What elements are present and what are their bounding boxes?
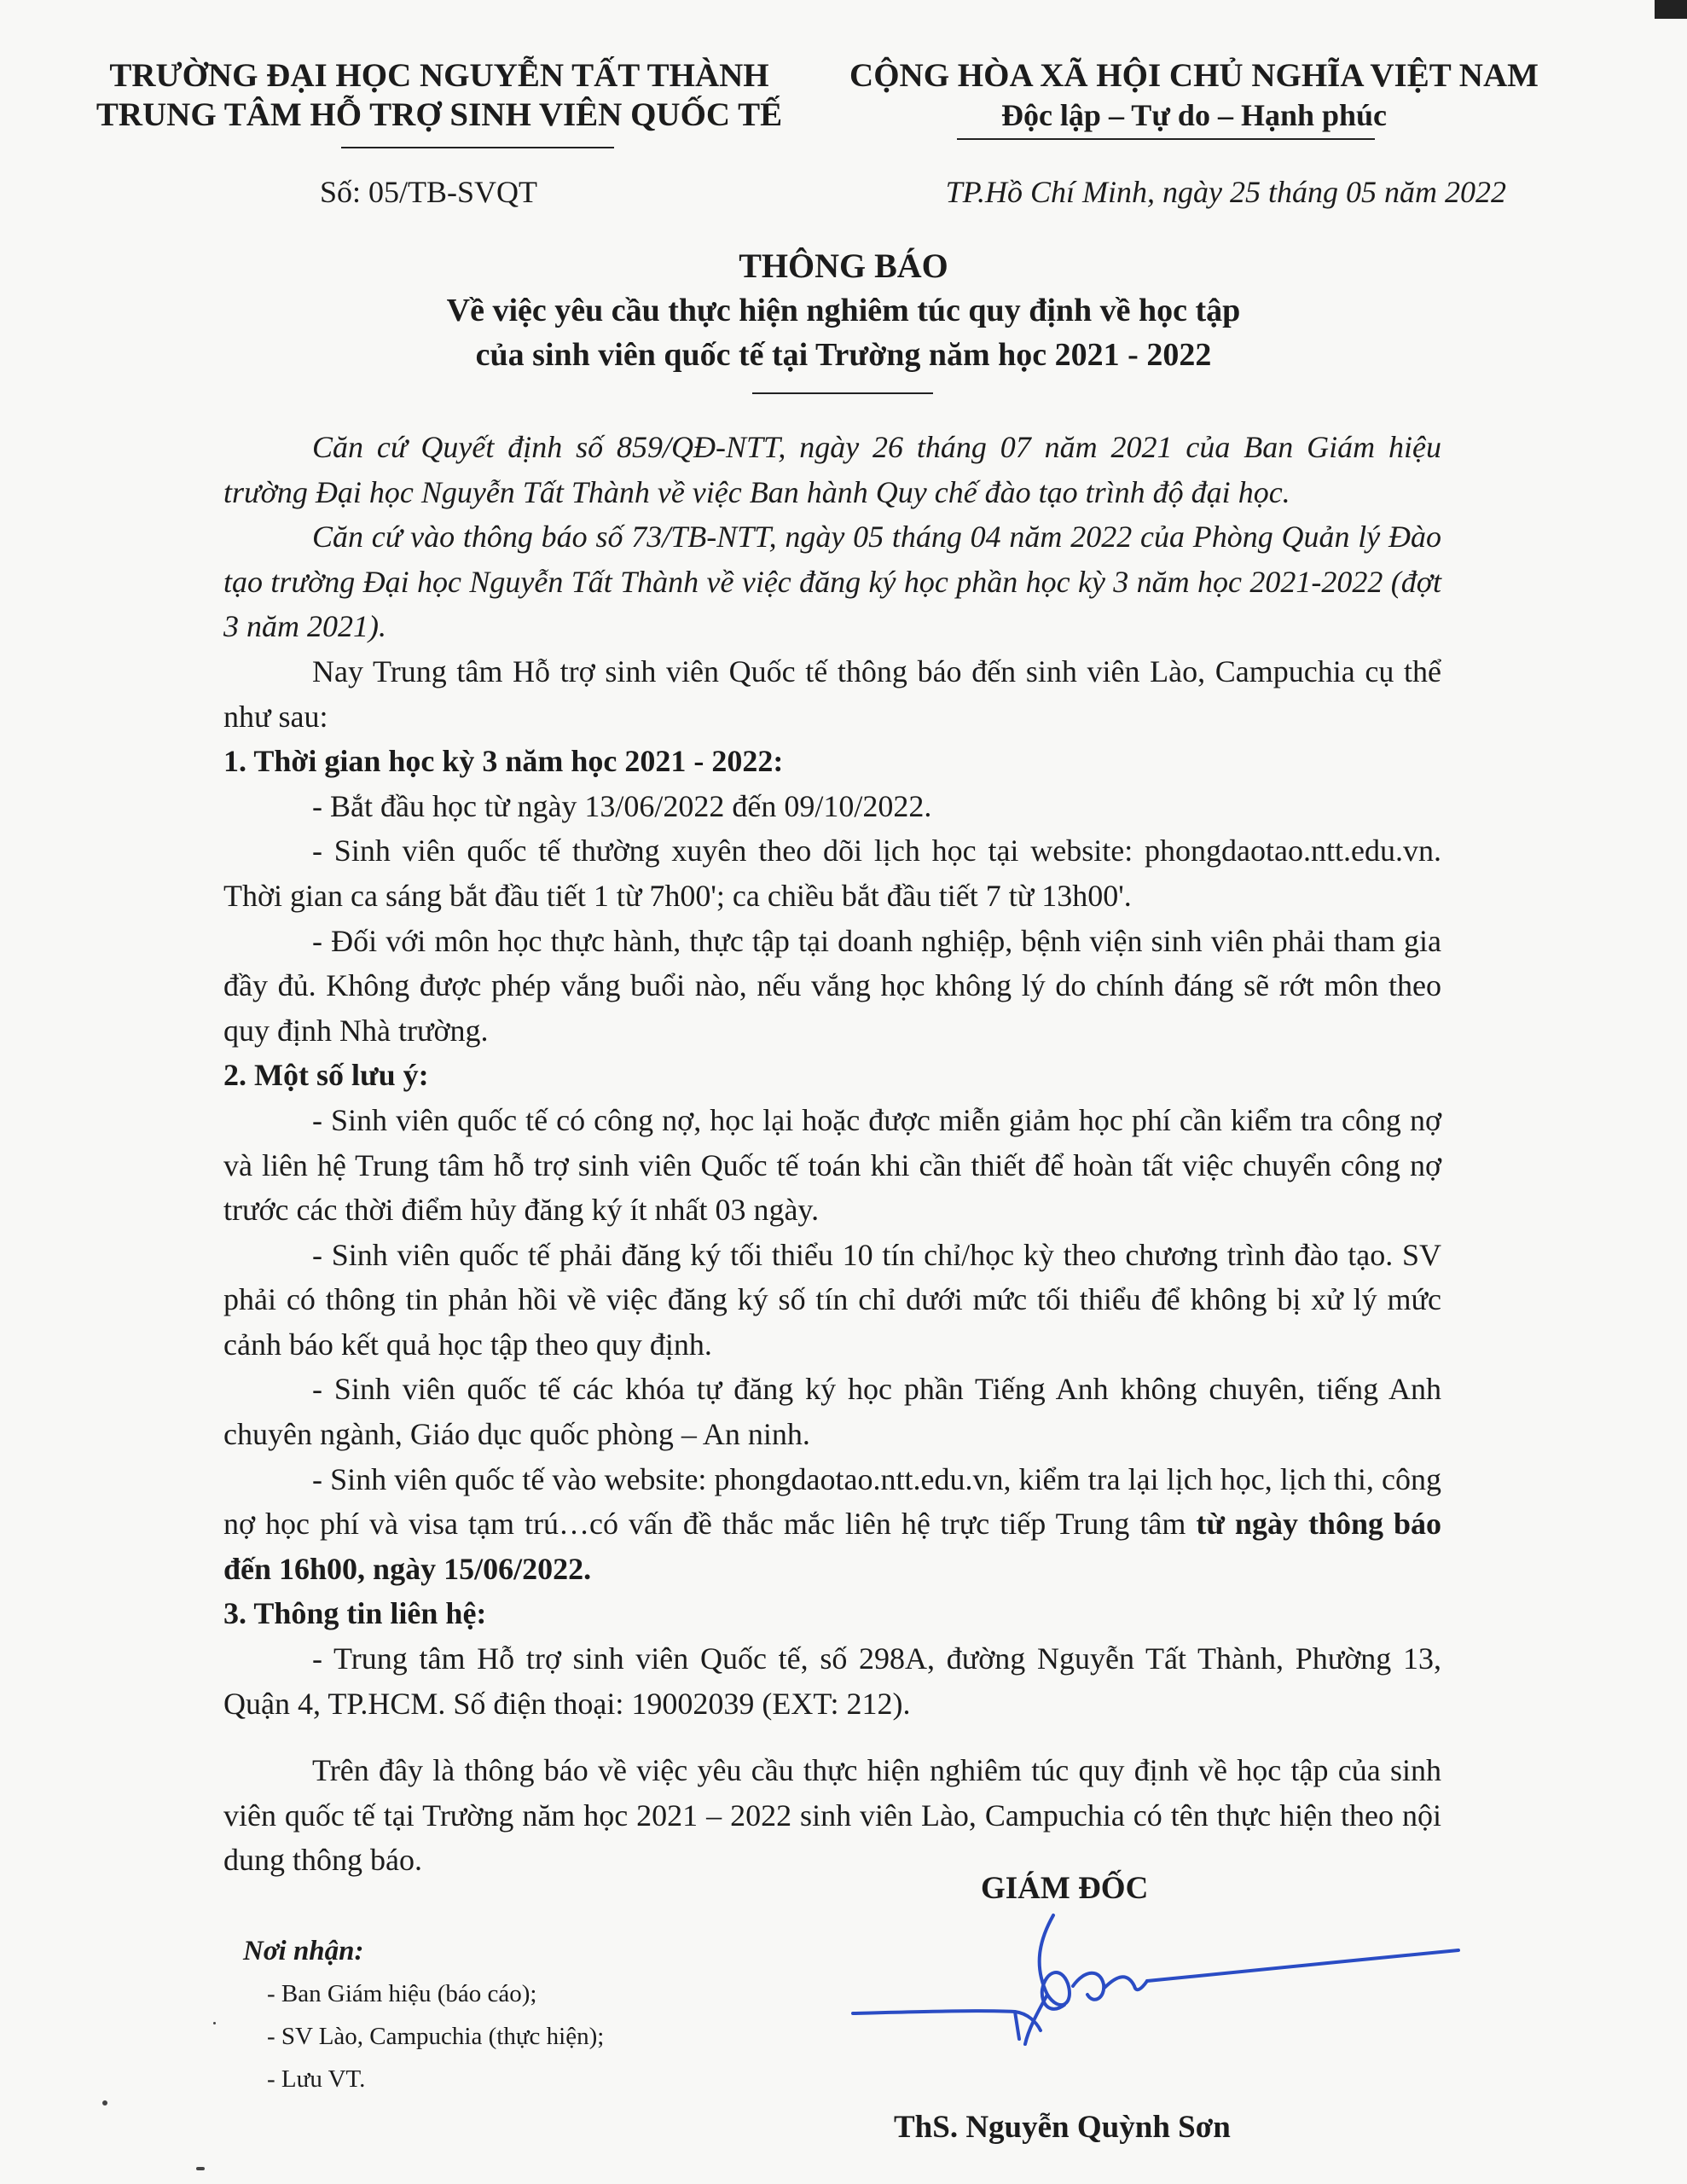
- recipients-block: [243, 1930, 604, 2100]
- title-main: THÔNG BÁO: [739, 247, 948, 285]
- recipient-item: - Ban Giám hiệu (báo cáo);: [267, 1980, 537, 2007]
- section-2-item-3: - Sinh viên quốc tế các khóa tự đăng ký học phần Tiếng Anh không chuyên, tiếng Anh chuyên ngành, Giáo dục quốc phòng – An ninh.: [223, 1372, 1441, 1452]
- scan-speck: [196, 2167, 205, 2170]
- title-subject-line2: của sinh viên quốc tế tại Trường năm học 2021 - 2022: [475, 337, 1212, 373]
- basis-paragraph-2: Căn cứ vào thông báo số 73/TB-NTT, ngày 05 tháng 04 năm 2022 của Phòng Quản lý Đào tạo trường Đại học Nguyễn Tất Thành về việc đăng ký học phần học kỳ 3 năm học 2021-2022 (đợt 3 năm 2021).: [223, 520, 1441, 644]
- national-header: [802, 56, 1586, 135]
- scan-speck: [102, 2100, 107, 2106]
- intro-paragraph: Nay Trung tâm Hỗ trợ sinh viên Quốc tế thông báo đến sinh viên Lào, Campuchia cụ thể như sau:: [223, 653, 1441, 734]
- section-2-item-4-text: - Sinh viên quốc tế vào website: phongdaotao.ntt.edu.vn, kiểm tra lại lịch học, lịch thi, công nợ học phí và visa tạm trú…có vấn đề thắc mắc liên hệ trực tiếp Trung tâm: [223, 1461, 1441, 1542]
- closing-paragraph: Trên đây là thông báo về việc yêu cầu thực hiện nghiêm túc quy định về học tập của sinh viên quốc tế tại Trường năm học 2021 – 2022 sinh viên Lào, Campuchia có tên thực hiện theo nội dung thông báo.: [223, 1753, 1441, 1878]
- section-1-heading: 1. Thời gian học kỳ 3 năm học 2021 - 2022:: [223, 744, 784, 779]
- section-1-item-1: - Bắt đầu học từ ngày 13/06/2022 đến 09/10/2022.: [312, 788, 932, 823]
- document-body: [223, 425, 1441, 1883]
- recipient-item: - Lưu VT.: [267, 2065, 366, 2093]
- scan-corner-mark: [1655, 0, 1687, 19]
- section-3-item: - Trung tâm Hỗ trợ sinh viên Quốc tế, số 298A, đường Nguyễn Tất Thành, Phường 13, Quận 4, TP.HCM. Số điện thoại: 19002039 (EXT: 212).: [223, 1641, 1441, 1721]
- signer-title: GIÁM ĐỐC: [981, 1871, 1149, 1906]
- section-2-item-1: - Sinh viên quốc tế có công nợ, học lại hoặc được miễn giảm học phí cần kiểm tra công nợ và liên hệ Trung tâm hỗ trợ sinh viên Quốc tế toán khi cần thiết để hoàn tất việc chuyển công nợ trước các thời điểm hủy đăng ký ít nhất 03 ngày.: [223, 1102, 1441, 1228]
- nation-motto-line2: Độc lập – Tự do – Hạnh phúc: [1000, 98, 1388, 132]
- signer-name: ThS. Nguyễn Quỳnh Sơn: [894, 2110, 1231, 2145]
- scan-speck: [213, 2022, 216, 2024]
- org-name-line1: TRƯỜNG ĐẠI HỌC NGUYỄN TẤT THÀNH: [109, 57, 769, 94]
- section-3-heading: 3. Thông tin liên hệ:: [223, 1596, 487, 1631]
- place-date: TP.Hồ Chí Minh, ngày 25 tháng 05 năm 2022: [945, 175, 1506, 209]
- org-name-line2: TRUNG TÂM HỖ TRỢ SINH VIÊN QUỐC TẾ: [96, 96, 783, 133]
- title-subject-line1: Về việc yêu cầu thực hiện nghiêm túc quy định về học tập: [446, 293, 1241, 328]
- document-title: [0, 244, 1687, 377]
- nation-motto-line1: CỘNG HÒA XÃ HỘI CHỦ NGHĨA VIỆT NAM: [849, 57, 1539, 94]
- section-2-item-2: - Sinh viên quốc tế phải đăng ký tối thiểu 10 tín chỉ/học kỳ theo chương trình đào tạo. SV phải có thông tin phản hồi về việc đăng ký số tín chỉ dưới mức tối thiểu để không bị xử lý mức cảnh báo kết quả học tập theo quy định.: [223, 1237, 1441, 1362]
- organization-header: [85, 56, 793, 135]
- section-2-item-4: [223, 1457, 1441, 1592]
- recipients-title: Nơi nhận:: [243, 1936, 364, 1966]
- title-underline: [752, 392, 933, 394]
- recipient-item: - SV Lào, Campuchia (thực hiện);: [267, 2023, 605, 2050]
- section-2-deadline: từ ngày thông báo đến 16h00, ngày 15/06/2022.: [223, 1507, 1442, 1586]
- section-1-item-3: - Đối với môn học thực hành, thực tập tại doanh nghiệp, bệnh viện sinh viên phải tham gia đầy đủ. Không được phép vắng buổi nào, nếu vắng học không lý do chính đáng sẽ rớt môn theo quy định Nhà trường.: [223, 923, 1441, 1048]
- document-number: Số: 05/TB-SVQT: [320, 175, 538, 209]
- section-2-heading: 2. Một số lưu ý:: [223, 1058, 429, 1093]
- handwritten-signature: [844, 1877, 1467, 2048]
- org-underline: [341, 147, 614, 148]
- basis-paragraph-1: Căn cứ Quyết định số 859/QĐ-NTT, ngày 26 tháng 07 năm 2021 của Ban Giám hiệu trường Đại học Nguyễn Tất Thành về việc Ban hành Quy chế đào tạo trình độ đại học.: [223, 430, 1441, 509]
- section-1-item-2: - Sinh viên quốc tế thường xuyên theo dõi lịch học tại website: phongdaotao.ntt.edu.vn. Thời gian ca sáng bắt đầu tiết 1 từ 7h00'; ca chiều bắt đầu tiết 7 từ 13h00'.: [223, 834, 1441, 913]
- motto-underline: [957, 138, 1375, 140]
- signature-ink: [853, 1915, 1458, 2044]
